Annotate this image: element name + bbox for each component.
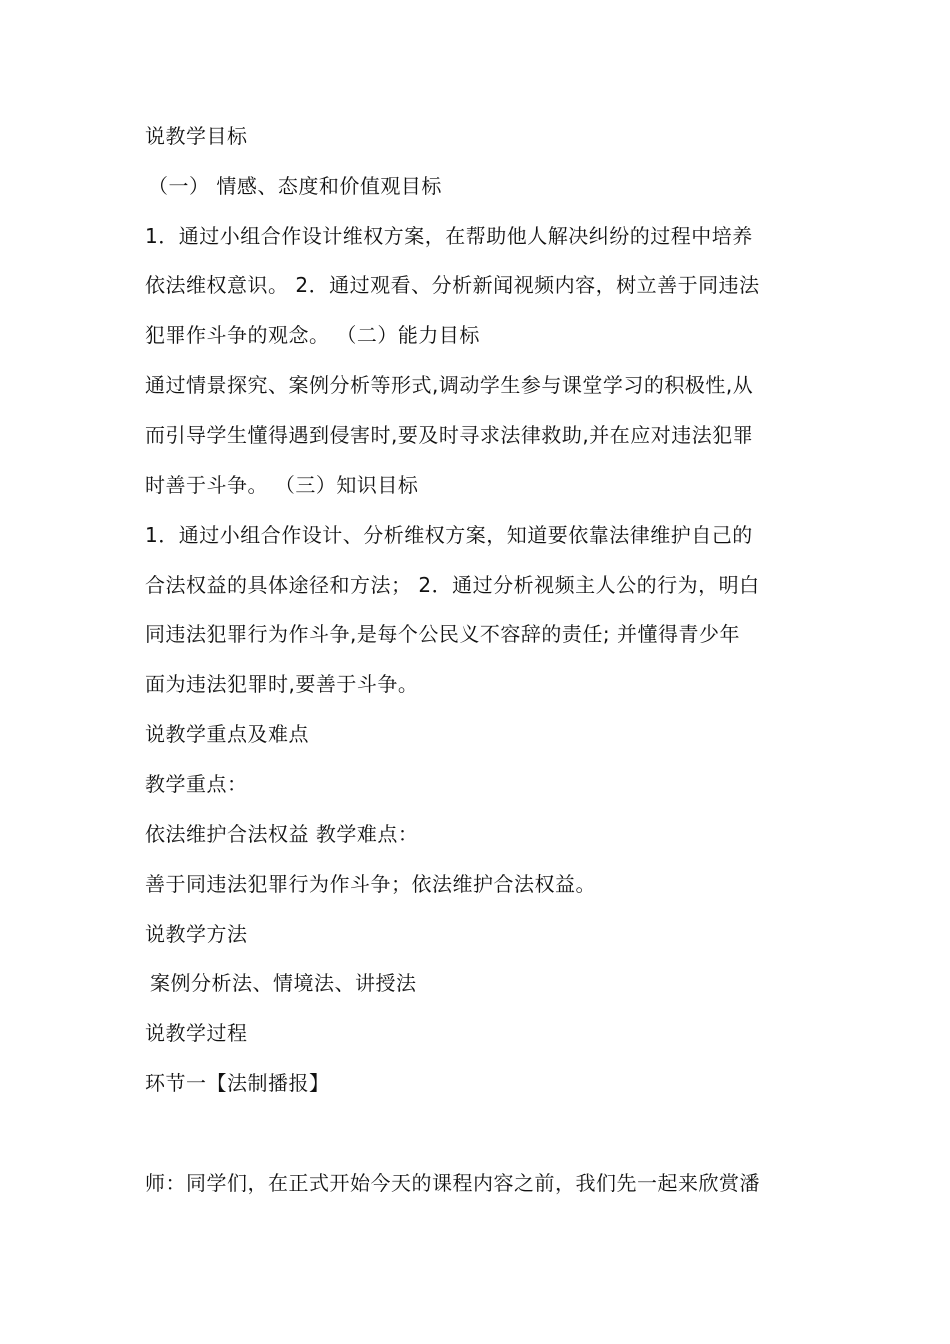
text-line: 善于同违法犯罪行为作斗争；依法维护合法权益。 xyxy=(145,872,596,896)
text-line: 教学重点： xyxy=(145,772,248,796)
text-line: 时善于斗争。 （三）知识目标 xyxy=(145,473,419,497)
text-line: 案例分析法、情境法、讲授法 xyxy=(150,971,417,995)
text-line: 师：同学们，在正式开始今天的课程内容之前，我们先一起来欣赏潘 xyxy=(145,1171,760,1195)
text-line: 面为违法犯罪时,要善于斗争。 xyxy=(145,672,419,696)
text-line: 而引导学生懂得遇到侵害时,要及时寻求法律救助,并在应对违法犯罪 xyxy=(145,423,754,447)
subheading-emotion-objectives: （一） 情感、态度和价值观目标 xyxy=(148,174,442,198)
heading-teaching-process: 说教学过程 xyxy=(145,1021,248,1045)
heading-teaching-objectives: 说教学目标 xyxy=(145,124,248,148)
heading-key-points: 说教学重点及难点 xyxy=(145,722,309,746)
text-line: 通过情景探究、案例分析等形式,调动学生参与课堂学习的积极性,从 xyxy=(145,373,754,397)
text-line: 合法权益的具体途径和方法； 2．通过分析视频主人公的行为，明白 xyxy=(145,573,760,597)
heading-teaching-methods: 说教学方法 xyxy=(145,922,248,946)
text-line: 犯罪作斗争的观念。 （二）能力目标 xyxy=(145,323,480,347)
subheading-section-one: 环节一【法制播报】 xyxy=(145,1071,330,1095)
text-line: 1．通过小组合作设计、分析维权方案，知道要依靠法律维护自己的 xyxy=(145,523,753,547)
text-line: 依法维权意识。 2．通过观看、分析新闻视频内容，树立善于同违法 xyxy=(145,273,760,297)
text-line: 依法维护合法权益 教学难点： xyxy=(145,822,419,846)
text-line: 1．通过小组合作设计维权方案，在帮助他人解决纠纷的过程中培养 xyxy=(145,224,753,248)
text-line: 同违法犯罪行为作斗争,是每个公民义不容辞的责任; 并懂得青少年 xyxy=(145,622,740,646)
